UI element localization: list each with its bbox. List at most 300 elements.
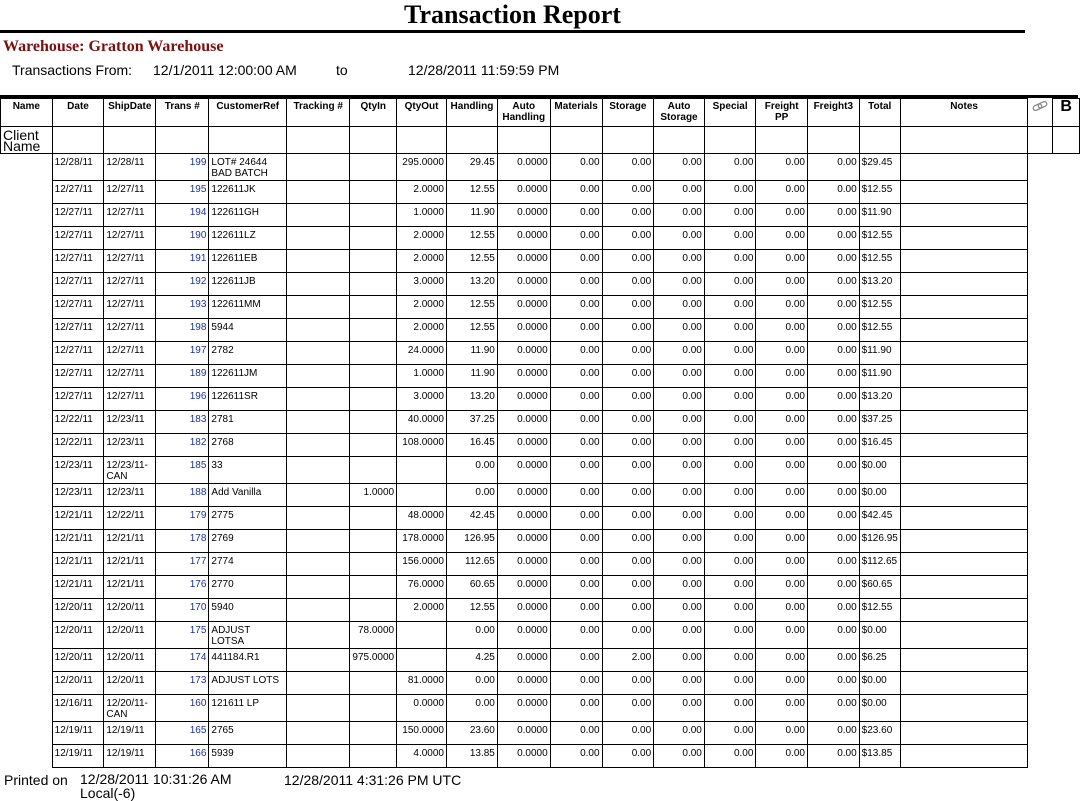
cell-name	[1, 599, 53, 622]
cell-total: $0.00	[859, 457, 900, 484]
cell-customerref: 2770	[209, 576, 287, 599]
cell-materials: 0.00	[550, 457, 602, 484]
cell-auto-handling: 0.0000	[497, 649, 550, 672]
cell-name	[1, 296, 53, 319]
cell-date: 12/27/11	[52, 296, 104, 319]
cell-qtyout: 1.0000	[397, 365, 447, 388]
cell-customerref: 2775	[209, 507, 287, 530]
cell-freight-pp: 0.00	[756, 250, 808, 273]
col-handling: Handling	[446, 99, 497, 127]
cell-shipdate: 12/27/11	[104, 342, 156, 365]
cell-freight3: 0.00	[807, 227, 859, 250]
cell-trans[interactable]: 194	[156, 204, 209, 227]
cell-storage: 0.00	[602, 484, 654, 507]
cell-trans[interactable]: 176	[156, 576, 209, 599]
cell-notes	[900, 695, 1028, 722]
cell-total: $12.55	[859, 227, 900, 250]
cell-auto-handling: 0.0000	[497, 553, 550, 576]
cell-freight-pp: 0.00	[756, 649, 808, 672]
cell-materials: 0.00	[550, 695, 602, 722]
cell-handling: 29.45	[446, 154, 497, 181]
cell-total: $12.55	[859, 599, 900, 622]
cell-special: 0.00	[704, 599, 756, 622]
cell-materials: 0.00	[550, 745, 602, 768]
cell-tracking	[287, 342, 350, 365]
cell-materials: 0.00	[550, 204, 602, 227]
cell-freight3: 0.00	[807, 319, 859, 342]
cell-customerref: 5944	[209, 319, 287, 342]
cell-date: 12/27/11	[52, 227, 104, 250]
cell-trans[interactable]: 179	[156, 507, 209, 530]
cell-freight-pp: 0.00	[756, 622, 808, 649]
col-auto-handling: Auto Handling	[497, 99, 550, 127]
cell-tracking	[287, 411, 350, 434]
printed-label: Printed on	[4, 772, 68, 788]
cell-trans[interactable]: 192	[156, 273, 209, 296]
col-tracking: Tracking #	[287, 99, 350, 127]
cell-extra	[1053, 181, 1080, 204]
cell-storage: 0.00	[602, 457, 654, 484]
cell-shipdate: 12/27/11	[104, 388, 156, 411]
cell-notes	[900, 576, 1028, 599]
cell-special: 0.00	[704, 507, 756, 530]
cell-trans[interactable]: 160	[156, 695, 209, 722]
cell-qtyin	[350, 250, 397, 273]
cell-total: $0.00	[859, 695, 900, 722]
cell-total: $126.95	[859, 530, 900, 553]
cell-freight-pp: 0.00	[756, 599, 808, 622]
cell-qtyout: 48.0000	[397, 507, 447, 530]
cell-extra	[1053, 342, 1080, 365]
cell-trans[interactable]: 198	[156, 319, 209, 342]
cell-total: $12.55	[859, 296, 900, 319]
cell-extra	[1053, 553, 1080, 576]
cell-shipdate: 12/27/11	[104, 250, 156, 273]
cell-storage: 0.00	[602, 227, 654, 250]
cell-notes	[900, 273, 1028, 296]
cell-customerref: LOT# 24644 BAD BATCH	[209, 154, 287, 181]
cell-date: 12/27/11	[52, 342, 104, 365]
cell-shipdate: 12/27/11	[104, 296, 156, 319]
cell-date: 12/19/11	[52, 722, 104, 745]
cell-shipdate: 12/27/11	[104, 181, 156, 204]
cell-extra	[1053, 507, 1080, 530]
cell-handling: 0.00	[446, 672, 497, 695]
cell-freight3: 0.00	[807, 722, 859, 745]
table-row	[1, 599, 1080, 622]
table-row	[1, 296, 1080, 319]
cell-date: 12/16/11	[52, 695, 104, 722]
cell-storage: 0.00	[602, 434, 654, 457]
cell-storage: 0.00	[602, 507, 654, 530]
cell-qtyin: 975.0000	[350, 649, 397, 672]
client-row	[1, 127, 1080, 154]
cell-shipdate: 12/21/11	[104, 576, 156, 599]
cell-auto-storage: 0.00	[654, 411, 705, 434]
cell-freight3: 0.00	[807, 250, 859, 273]
cell-shipdate: 12/23/11	[104, 484, 156, 507]
cell-extra	[1028, 507, 1053, 530]
cell-date: 12/20/11	[52, 672, 104, 695]
col-special: Special	[704, 99, 756, 127]
cell-storage: 0.00	[602, 342, 654, 365]
table-row	[1, 722, 1080, 745]
cell-trans[interactable]: 165	[156, 722, 209, 745]
cell-total: $12.55	[859, 181, 900, 204]
cell-extra	[1028, 457, 1053, 484]
cell-freight-pp: 0.00	[756, 507, 808, 530]
cell-materials: 0.00	[550, 342, 602, 365]
cell-trans[interactable]: 174	[156, 649, 209, 672]
cell-name	[1, 365, 53, 388]
cell-customerref: 122611JM	[209, 365, 287, 388]
cell-trans[interactable]: 193	[156, 296, 209, 319]
report-title: Transaction Report	[404, 0, 621, 29]
cell-customerref: 121611 LP	[209, 695, 287, 722]
table-row	[1, 507, 1080, 530]
cell-special: 0.00	[704, 484, 756, 507]
cell-notes	[900, 411, 1028, 434]
cell-notes	[900, 181, 1028, 204]
cell-extra	[1053, 250, 1080, 273]
cell-customerref: 2765	[209, 722, 287, 745]
cell-shipdate: 12/20/11	[104, 599, 156, 622]
cell-freight-pp: 0.00	[756, 484, 808, 507]
cell-freight3: 0.00	[807, 507, 859, 530]
cell-extra	[1028, 296, 1053, 319]
cell-notes	[900, 296, 1028, 319]
cell-freight3: 0.00	[807, 154, 859, 181]
cell-date: 12/21/11	[52, 530, 104, 553]
cell-shipdate: 12/19/11	[104, 722, 156, 745]
cell-qtyout: 2.0000	[397, 250, 447, 273]
cell-notes	[900, 745, 1028, 768]
col-shipdate: ShipDate	[104, 99, 156, 127]
cell-storage: 0.00	[602, 722, 654, 745]
cell-tracking	[287, 181, 350, 204]
cell-extra	[1053, 622, 1080, 649]
cell-qtyout: 24.0000	[397, 342, 447, 365]
cell-materials: 0.00	[550, 599, 602, 622]
cell-notes	[900, 250, 1028, 273]
paperclip-icon[interactable]	[1032, 101, 1048, 111]
cell-handling: 12.55	[446, 227, 497, 250]
cell-materials: 0.00	[550, 484, 602, 507]
cell-freight-pp: 0.00	[756, 365, 808, 388]
cell-special: 0.00	[704, 672, 756, 695]
cell-extra	[1028, 745, 1053, 768]
col-storage: Storage	[602, 99, 654, 127]
cell-freight3: 0.00	[807, 553, 859, 576]
printed-local-time: 12/28/2011 10:31:26 AM Local(-6)	[80, 771, 232, 801]
cell-date: 12/27/11	[52, 181, 104, 204]
cell-freight-pp: 0.00	[756, 722, 808, 745]
cell-customerref: 2782	[209, 342, 287, 365]
cell-storage: 0.00	[602, 250, 654, 273]
cell-tracking	[287, 622, 350, 649]
cell-name	[1, 695, 53, 722]
cell-notes	[900, 622, 1028, 649]
cell-extra	[1053, 599, 1080, 622]
cell-handling: 12.55	[446, 319, 497, 342]
cell-tracking	[287, 722, 350, 745]
col-qtyin: QtyIn	[350, 99, 397, 127]
cell-auto-handling: 0.0000	[497, 484, 550, 507]
cell-trans[interactable]: 199	[156, 154, 209, 181]
cell-storage: 0.00	[602, 365, 654, 388]
cell-total: $12.55	[859, 250, 900, 273]
cell-trans[interactable]: 185	[156, 457, 209, 484]
cell-trans[interactable]: 177	[156, 553, 209, 576]
cell-date: 12/27/11	[52, 388, 104, 411]
table-row	[1, 273, 1080, 296]
cell-storage: 0.00	[602, 622, 654, 649]
col-customerref: CustomerRef	[209, 99, 287, 127]
cell-qtyin	[350, 576, 397, 599]
cell-shipdate: 12/27/11	[104, 319, 156, 342]
cell-name	[1, 388, 53, 411]
cell-storage: 0.00	[602, 319, 654, 342]
cell-freight3: 0.00	[807, 745, 859, 768]
table-row	[1, 745, 1080, 768]
cell-extra	[1053, 745, 1080, 768]
cell-extra	[1053, 365, 1080, 388]
cell-freight3: 0.00	[807, 181, 859, 204]
cell-extra	[1053, 154, 1080, 181]
cell-tracking	[287, 484, 350, 507]
cell-handling: 37.25	[446, 411, 497, 434]
cell-extra	[1028, 553, 1053, 576]
cell-shipdate: 12/27/11	[104, 273, 156, 296]
cell-trans[interactable]: 196	[156, 388, 209, 411]
cell-extra	[1028, 250, 1053, 273]
cell-tracking	[287, 204, 350, 227]
cell-name	[1, 622, 53, 649]
cell-qtyout: 1.0000	[397, 204, 447, 227]
cell-freight-pp: 0.00	[756, 672, 808, 695]
cell-materials: 0.00	[550, 576, 602, 599]
cell-extra	[1053, 457, 1080, 484]
cell-date: 12/20/11	[52, 599, 104, 622]
cell-tracking	[287, 296, 350, 319]
cell-extra	[1053, 695, 1080, 722]
col-link[interactable]	[1028, 99, 1053, 127]
cell-auto-storage: 0.00	[654, 530, 705, 553]
cell-trans[interactable]: 189	[156, 365, 209, 388]
col-freight3: Freight3	[807, 99, 859, 127]
cell-auto-storage: 0.00	[654, 342, 705, 365]
cell-extra	[1028, 649, 1053, 672]
table-row	[1, 154, 1080, 181]
cell-storage: 0.00	[602, 204, 654, 227]
cell-materials: 0.00	[550, 649, 602, 672]
cell-name	[1, 484, 53, 507]
from-value: 12/1/2011 12:00:00 AM	[153, 62, 297, 78]
cell-trans[interactable]: 190	[156, 227, 209, 250]
cell-extra	[1028, 484, 1053, 507]
cell-date: 12/20/11	[52, 649, 104, 672]
cell-freight-pp: 0.00	[756, 181, 808, 204]
cell-date: 12/22/11	[52, 434, 104, 457]
cell-tracking	[287, 695, 350, 722]
cell-name	[1, 181, 53, 204]
cell-qtyin	[350, 342, 397, 365]
cell-extra	[1028, 530, 1053, 553]
cell-name	[1, 154, 53, 181]
cell-qtyin	[350, 365, 397, 388]
cell-auto-storage: 0.00	[654, 576, 705, 599]
cell-trans[interactable]: 182	[156, 434, 209, 457]
cell-total: $60.65	[859, 576, 900, 599]
cell-extra	[1053, 672, 1080, 695]
cell-total: $11.90	[859, 365, 900, 388]
cell-date: 12/27/11	[52, 250, 104, 273]
cell-trans[interactable]: 191	[156, 250, 209, 273]
cell-tracking	[287, 553, 350, 576]
cell-auto-handling: 0.0000	[497, 388, 550, 411]
table-row	[1, 553, 1080, 576]
cell-materials: 0.00	[550, 622, 602, 649]
cell-qtyout: 3.0000	[397, 388, 447, 411]
table-row	[1, 649, 1080, 672]
table-row	[1, 530, 1080, 553]
cell-freight-pp: 0.00	[756, 273, 808, 296]
cell-extra	[1028, 154, 1053, 181]
col-total: Total	[859, 99, 900, 127]
cell-name	[1, 434, 53, 457]
cell-auto-handling: 0.0000	[497, 622, 550, 649]
cell-tracking	[287, 745, 350, 768]
col-b: B	[1053, 99, 1080, 127]
cell-trans[interactable]: 170	[156, 599, 209, 622]
cell-total: $29.45	[859, 154, 900, 181]
cell-auto-handling: 0.0000	[497, 457, 550, 484]
cell-freight-pp: 0.00	[756, 154, 808, 181]
cell-trans[interactable]: 183	[156, 411, 209, 434]
cell-qtyout: 2.0000	[397, 227, 447, 250]
cell-customerref: 441184.R1	[209, 649, 287, 672]
cell-auto-handling: 0.0000	[497, 434, 550, 457]
cell-freight-pp: 0.00	[756, 434, 808, 457]
cell-name	[1, 649, 53, 672]
cell-qtyin	[350, 273, 397, 296]
cell-qtyin	[350, 154, 397, 181]
cell-storage: 0.00	[602, 530, 654, 553]
cell-trans[interactable]: 188	[156, 484, 209, 507]
cell-date: 12/27/11	[52, 273, 104, 296]
cell-trans[interactable]: 166	[156, 745, 209, 768]
cell-tracking	[287, 250, 350, 273]
cell-trans[interactable]: 197	[156, 342, 209, 365]
cell-total: $11.90	[859, 204, 900, 227]
cell-special: 0.00	[704, 250, 756, 273]
cell-qtyin	[350, 722, 397, 745]
cell-name	[1, 342, 53, 365]
cell-name	[1, 273, 53, 296]
cell-shipdate: 12/28/11	[104, 154, 156, 181]
cell-special: 0.00	[704, 722, 756, 745]
cell-total: $16.45	[859, 434, 900, 457]
cell-shipdate: 12/27/11	[104, 204, 156, 227]
cell-extra	[1028, 672, 1053, 695]
cell-special: 0.00	[704, 204, 756, 227]
cell-handling: 112.65	[446, 553, 497, 576]
cell-extra	[1028, 434, 1053, 457]
cell-special: 0.00	[704, 434, 756, 457]
cell-qtyin	[350, 204, 397, 227]
cell-trans[interactable]: 195	[156, 181, 209, 204]
cell-notes	[900, 319, 1028, 342]
cell-special: 0.00	[704, 530, 756, 553]
cell-total: $12.55	[859, 319, 900, 342]
cell-tracking	[287, 319, 350, 342]
cell-customerref: 5940	[209, 599, 287, 622]
col-date: Date	[52, 99, 104, 127]
cell-auto-handling: 0.0000	[497, 672, 550, 695]
cell-trans[interactable]: 173	[156, 672, 209, 695]
cell-extra	[1053, 722, 1080, 745]
cell-auto-handling: 0.0000	[497, 530, 550, 553]
cell-trans[interactable]: 175	[156, 622, 209, 649]
cell-auto-storage: 0.00	[654, 296, 705, 319]
transactions-table	[0, 98, 1080, 768]
cell-extra	[1053, 434, 1080, 457]
table-row	[1, 622, 1080, 649]
cell-auto-storage: 0.00	[654, 365, 705, 388]
cell-extra	[1053, 530, 1080, 553]
cell-notes	[900, 484, 1028, 507]
cell-auto-storage: 0.00	[654, 553, 705, 576]
cell-auto-handling: 0.0000	[497, 722, 550, 745]
cell-storage: 0.00	[602, 576, 654, 599]
table-row	[1, 204, 1080, 227]
cell-name	[1, 672, 53, 695]
cell-auto-handling: 0.0000	[497, 576, 550, 599]
cell-notes	[900, 507, 1028, 530]
cell-notes	[900, 365, 1028, 388]
cell-extra	[1028, 388, 1053, 411]
cell-tracking	[287, 649, 350, 672]
cell-notes	[900, 599, 1028, 622]
cell-notes	[900, 227, 1028, 250]
col-notes: Notes	[900, 99, 1028, 127]
cell-special: 0.00	[704, 181, 756, 204]
cell-storage: 0.00	[602, 672, 654, 695]
cell-special: 0.00	[704, 695, 756, 722]
cell-name	[1, 722, 53, 745]
cell-freight-pp: 0.00	[756, 204, 808, 227]
cell-customerref: 33	[209, 457, 287, 484]
cell-handling: 0.00	[446, 695, 497, 722]
cell-name	[1, 250, 53, 273]
cell-tracking	[287, 530, 350, 553]
cell-special: 0.00	[704, 457, 756, 484]
cell-auto-storage: 0.00	[654, 319, 705, 342]
cell-handling: 11.90	[446, 342, 497, 365]
cell-freight-pp: 0.00	[756, 530, 808, 553]
title-divider	[0, 30, 1025, 33]
cell-storage: 0.00	[602, 181, 654, 204]
cell-freight3: 0.00	[807, 434, 859, 457]
cell-materials: 0.00	[550, 365, 602, 388]
cell-shipdate: 12/20/11-CAN	[104, 695, 156, 722]
cell-extra	[1028, 722, 1053, 745]
cell-freight3: 0.00	[807, 388, 859, 411]
cell-trans[interactable]: 178	[156, 530, 209, 553]
cell-handling: 13.20	[446, 388, 497, 411]
cell-storage: 0.00	[602, 296, 654, 319]
cell-auto-storage: 0.00	[654, 154, 705, 181]
